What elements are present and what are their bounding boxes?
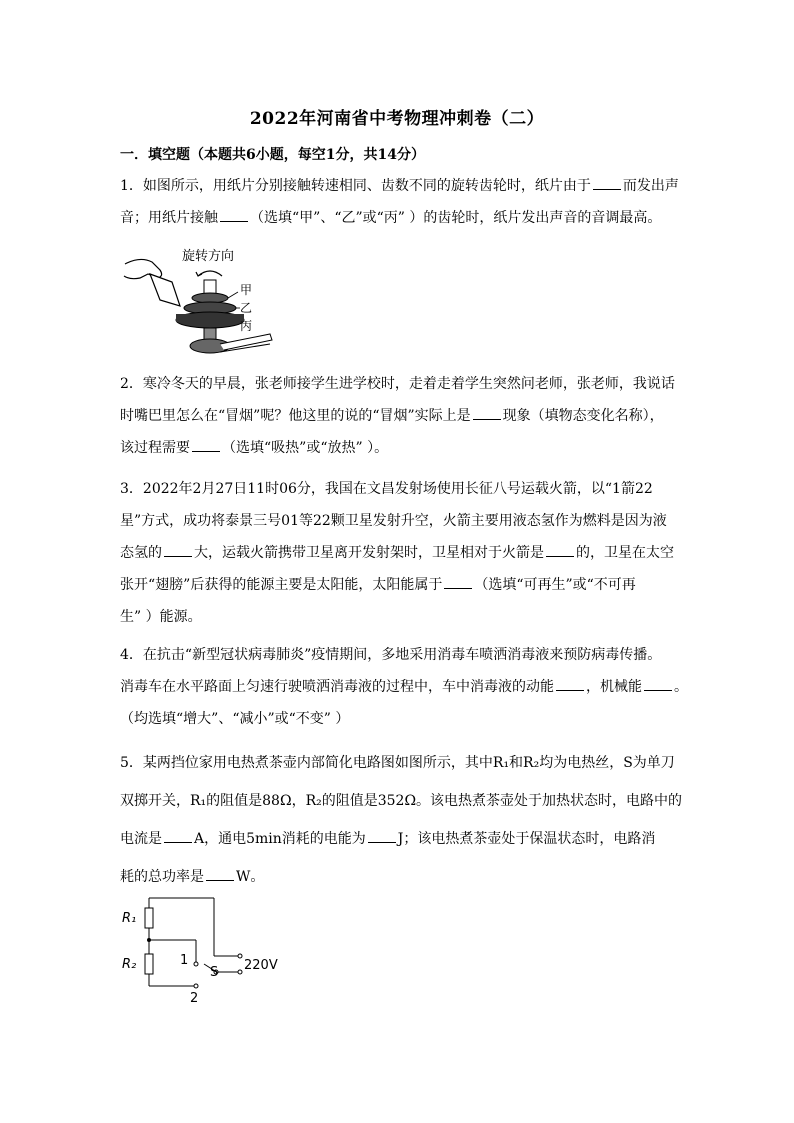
- svg-text:220V: 220V: [244, 958, 278, 973]
- q4-line-2: 消毒车在水平路面上匀速行驶喷洒消毒液的过程中，车中消毒液的动能 ，机械能 。: [120, 671, 690, 703]
- question-5: [120, 744, 690, 896]
- answer-blank[interactable]: [164, 542, 192, 557]
- q1-line-2: 音；用纸片接触 （选填“甲”、“乙”或“丙” ）的齿轮时，纸片发出声音的音调最高。: [120, 202, 690, 234]
- svg-text:S: S: [210, 965, 219, 980]
- answer-blank[interactable]: [546, 542, 574, 557]
- answer-blank[interactable]: [192, 437, 220, 452]
- q3-line-3: 态氢的 大，运载火箭携带卫星离开发射架时，卫星相对于火箭是 的，卫星在太空: [120, 537, 690, 569]
- svg-text:2: 2: [190, 991, 199, 1006]
- circuit-diagram: [120, 892, 300, 1016]
- q2-line-2: 时嘴巴里怎么在“冒烟”呢？他这里的说的“冒烟”实际上是 现象（填物态变化名称），: [120, 400, 690, 432]
- q1-line-1: 1．如图所示，用纸片分别接触转速相同、齿数不同的旋转齿轮时，纸片由于 而发出声: [120, 170, 690, 202]
- gear-figure: [120, 246, 280, 370]
- answer-blank[interactable]: [473, 405, 501, 420]
- answer-blank[interactable]: [593, 175, 621, 190]
- svg-text:R₂: R₂: [122, 957, 137, 972]
- q3-line-5: 生” ）能源。: [120, 609, 202, 625]
- paper-strip-icon: [150, 274, 180, 306]
- answer-blank[interactable]: [164, 828, 192, 843]
- question-3: [120, 473, 690, 633]
- svg-text:丙: 丙: [240, 319, 253, 333]
- svg-text:乙: 乙: [240, 301, 253, 315]
- section-heading: 一．填空题（本题共6小题，每空1分，共14分）: [120, 147, 425, 163]
- answer-blank[interactable]: [206, 866, 234, 881]
- q4-line-3: （均选填“增大”、“减小”或“不变” ）: [120, 711, 350, 727]
- answer-blank[interactable]: [556, 676, 584, 691]
- q3-line-4: 张开“翅膀”后获得的能源主要是太阳能，太阳能属于 （选填“可再生”或“不可再: [120, 569, 690, 601]
- answer-blank[interactable]: [444, 574, 472, 589]
- q3-line-1: 3．2022年2月27日11时06分，我国在文昌发射场使用长征八号运载火箭，以“1箭22: [120, 481, 653, 497]
- q5-line-4: 耗的总功率是 W。: [120, 858, 690, 896]
- q5-line-2: 双掷开关，R₁的阻值是88Ω，R₂的阻值是352Ω。该电热煮茶壶处于加热状态时，电路中的: [120, 793, 683, 809]
- rotation-arrow-icon: [198, 271, 222, 276]
- resistor-r1-icon: [145, 908, 153, 928]
- q2-line-1: 2．寒冷冬天的早晨，张老师接学生进学校时，走着走着学生突然问老师，张老师，我说话: [120, 376, 675, 392]
- svg-text:旋转方向: 旋转方向: [182, 249, 235, 264]
- q4-line-1: 4．在抗击“新型冠状病毒肺炎”疫情期间，多地采用消毒车喷洒消毒液来预防病毒传播。: [120, 647, 662, 663]
- q5-line-1: 5．某两挡位家用电热煮茶壶内部简化电路图如图所示，其中R₁和R₂均为电热丝，S为单刀: [120, 755, 675, 771]
- resistor-r2-icon: [145, 954, 153, 974]
- svg-text:甲: 甲: [240, 283, 253, 297]
- page-title: 2022年河南省中考物理冲刺卷（二）: [249, 109, 545, 129]
- question-2: [120, 368, 690, 464]
- question-1: [120, 170, 690, 234]
- answer-blank[interactable]: [220, 207, 248, 222]
- question-4: [120, 639, 690, 735]
- q3-line-2: 星”方式，成功将泰景三号01等22颗卫星发射升空，火箭主要用液态氢作为燃料是因为液: [120, 513, 667, 529]
- q2-line-3: 该过程需要 （选填“吸热”或“放热” ）。: [120, 432, 690, 464]
- q5-line-3: 电流是 A，通电5min消耗的电能为 J；该电热煮茶壶处于保温状态时，电路消: [120, 820, 690, 858]
- svg-text:R₁: R₁: [122, 911, 137, 926]
- svg-text:1: 1: [180, 953, 189, 968]
- answer-blank[interactable]: [644, 676, 672, 691]
- answer-blank[interactable]: [368, 828, 396, 843]
